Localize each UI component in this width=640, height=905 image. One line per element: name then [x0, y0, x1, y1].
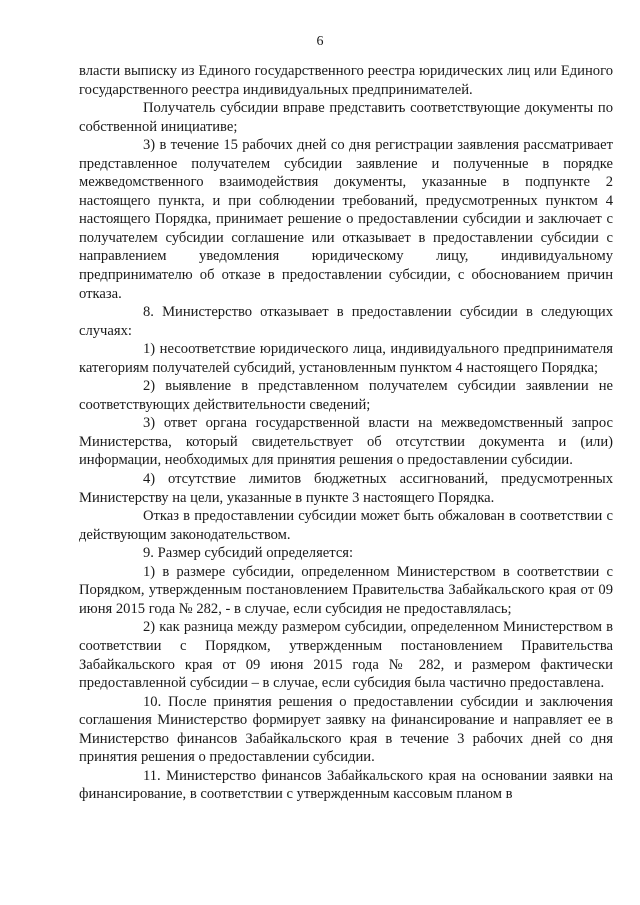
paragraph: 2) выявление в представленном получателем субсидии заявлении не соответствующих действительности сведений; — [79, 378, 613, 413]
paragraph: власти выписку из Единого государственного реестра юридических лиц или Единого государственного реестра индивидуальных предпринимателей. — [79, 63, 613, 98]
document-body — [79, 62, 613, 804]
paragraph: 4) отсутствие лимитов бюджетных ассигнований, предусмотренных Министерству на цели, указанные в пункте 3 настоящего Порядка. — [79, 471, 613, 506]
paragraph: 1) несоответствие юридического лица, индивидуального предпринимателя категориям получателей субсидий, установленным пунктом 4 настоящего Порядка; — [79, 341, 613, 376]
paragraph: 8. Министерство отказывает в предоставлении субсидии в следующих случаях: — [79, 304, 613, 339]
paragraph: 3) ответ органа государственной власти на межведомственный запрос Министерства, который свидетельствует об отсутствии документа и (или) информации, необходимых для принятия решения о предоставлении субсидии. — [79, 415, 613, 469]
paragraph: 10. После принятия решения о предоставлении субсидии и заключения соглашения Министерство формирует заявку на финансирование и направляет ее в Министерство финансов Забайкальского края в течение 3 рабочих дней со дня принятия решения о предоставлении субсидии. — [79, 693, 613, 766]
page-number: 6 — [316, 34, 324, 49]
paragraph: 9. Размер субсидий определяется: — [143, 545, 354, 562]
paragraph: 3) в течение 15 рабочих дней со дня регистрации заявления рассматривает представленное получателем субсидии заявление и полученные в порядке межведомственного взаимодействия документы, указанные в подпункте 2 настоящего пункта, и при соблюдении требований, предусмотренных пунктом 4 настоящего Порядка, принимает решение о предоставлении субсидии и заключает с получателем субсидии соглашение или отказывает в предоставлении субсидии с направлением уведомления юридическому лицу, индивидуальному предпринимателю об отказе в предоставлении субсидии, с обоснованием причин отказа. — [79, 137, 613, 302]
paragraph: Отказ в предоставлении субсидии может быть обжалован в соответствии с действующим законодательством. — [79, 508, 613, 543]
paragraph: Получатель субсидии вправе представить соответствующие документы по собственной инициативе; — [79, 100, 613, 135]
paragraph: 2) как разница между размером субсидии, определенном Министерством в соответствии с Порядком, утвержденным постановлением Правительства Забайкальского края от 09 июня 2015 года № 282, и размером фактически предоставленной субсидии – в случае, если субсидия была частично предоставлена. — [79, 619, 613, 692]
paragraph: 11. Министерство финансов Забайкальского края на основании заявки на финансирование, в соответствии с утвержденным кассовым планом в — [79, 767, 613, 803]
paragraph: 1) в размере субсидии, определенном Министерством в соответствии с Порядком, утвержденным постановлением Правительства Забайкальского края от 09 июня 2015 года № 282, - в случае, если субсидия не предоставлялась; — [79, 563, 613, 617]
